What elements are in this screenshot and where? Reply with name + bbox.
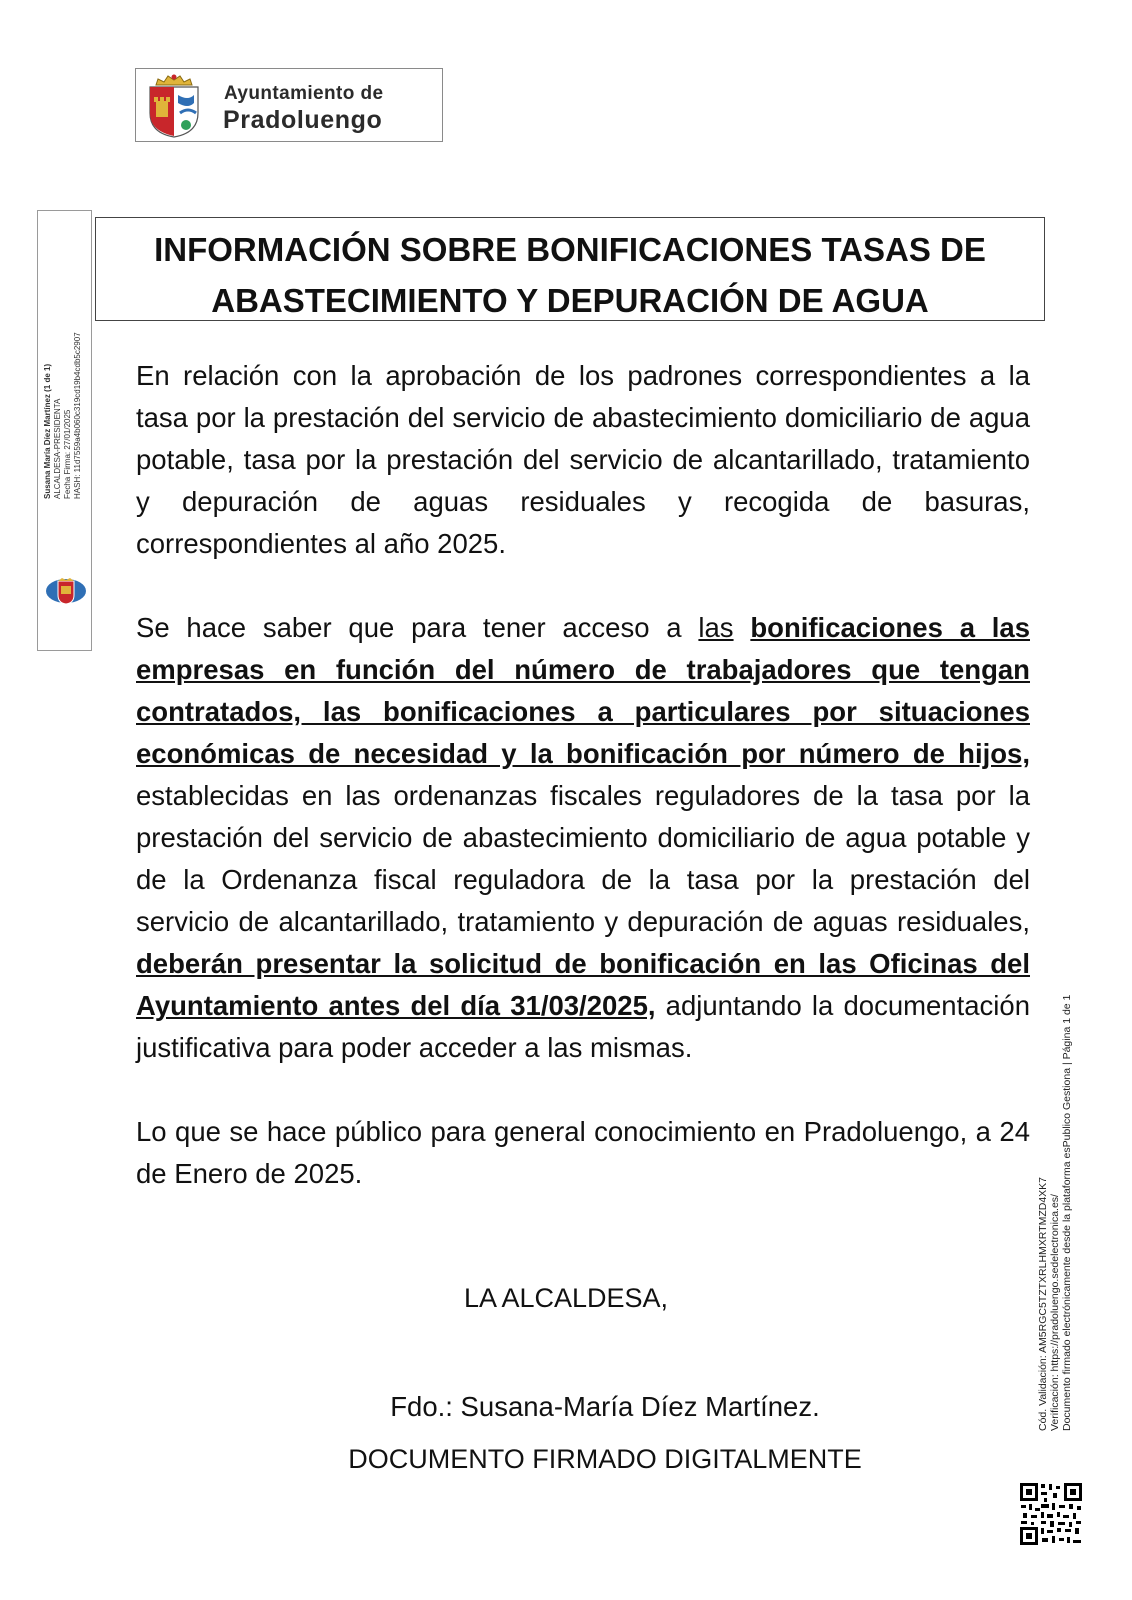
signature-date: Fecha Firma: 27/01/2025 [63,409,72,499]
qr-code-icon [1019,1482,1083,1546]
logo-text-line1: Ayuntamiento de [224,83,384,104]
title-line1: INFORMACIÓN SOBRE BONIFICACIONES TASAS DE [154,231,986,268]
document-body [136,355,1030,1195]
signature-role: LA ALCALDESA, [463,1283,669,1313]
signer-role: ALCALDESA-PRESIDENTA [53,398,62,499]
signature-hash: HASH: 11d7559a4b060c319cd19b4cdb5c2907 [73,332,82,499]
signature-details [43,259,87,499]
title-box [95,217,1045,321]
signer-name: Susana María Díez Martínez (1 de 1) [43,363,52,499]
p2-intro: Se hace saber que para tener acceso a [136,612,699,643]
paragraph-bonificaciones [136,607,1030,1069]
validation-code: Cód. Validación: AM5RGC5TZTXRLHMXRTMZD4XK7 [1037,1176,1049,1431]
verification-note: Documento firmado electrónicamente desde la plataforma esPublico Gestiona | Página 1 de 1 [1061,994,1073,1431]
municipality-logo [135,68,443,142]
paragraph-padrones: En relación con la aprobación de los padrones correspondientes a la tasa por la prestación del servicio de abastecimiento domiciliario de agua potable, tasa por la prestación del servicio de alcantarillado, tratamiento y depuración de aguas residuales y recogida de basuras, correspondientes al año 2025. [136,360,1030,559]
paragraph-publicacion: Lo que se hace público para general conocimiento en Pradoluengo, a 24 de Enero de 2025. [136,1116,1030,1189]
p2-deadline-highlight: deberán presentar la solicitud de bonificación en las Oficinas del Ayuntamiento antes del día 31/03/2025, [136,948,1030,1021]
p2-closing: adjuntando la documentación justificativa para poder acceder a las mismas. [136,990,1030,1063]
signature-note: DOCUMENTO FIRMADO DIGITALMENTE [348,1444,862,1474]
small-crest-icon [44,577,88,605]
verification-strip [1037,994,1087,1431]
p2-bonificaciones-highlight: bonificaciones a las empresas en función del número de trabajadores que tengan contratados, las bonificaciones a particulares por situaciones económicas de necesidad y la bonificación por número de hijos, [136,612,1030,769]
document-title [96,224,1044,326]
verification-url: Verificación: https://pradoluengo.sedelectronica.es/ [1049,1194,1061,1431]
signature-strip [37,210,92,651]
coat-of-arms-icon [142,73,206,139]
title-line2: ABASTECIMIENTO Y DEPURACIÓN DE AGUA [211,282,929,319]
logo-text-line2: Pradoluengo [223,106,383,134]
p2-underlined: las [698,612,734,643]
p2-ordenanzas: establecidas en las ordenanzas fiscales reguladores de la tasa por la prestación del servicio de abastecimiento domiciliario de agua potable y de la Ordenanza fiscal reguladora de la tasa por la prestación del servicio de alcantarillado, tratamiento y depuración de aguas residuales, [136,780,1030,937]
signature-name: Fdo.: Susana-María Díez Martínez. [390,1391,820,1422]
